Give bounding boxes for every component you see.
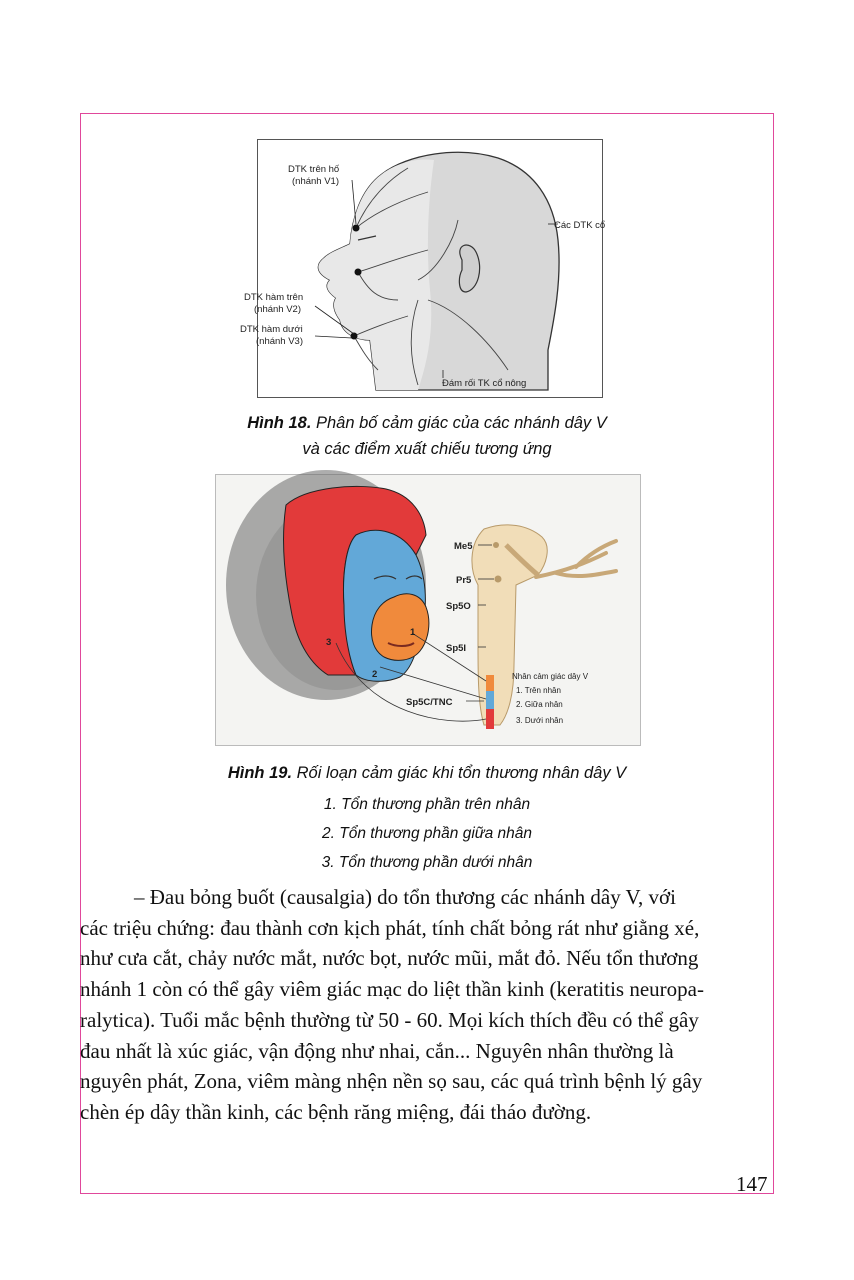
legend-title: Nhân cảm giác dây V (512, 672, 589, 681)
label-v1-line1: DTK trên hố (288, 164, 340, 175)
nucleus-upper (486, 675, 494, 691)
label-v3-line2: (nhánh V3) (256, 336, 304, 347)
figure-19-item-2: 2. Tổn thương phần giữa nhân (322, 825, 532, 842)
figure-18-caption (80, 414, 774, 433)
figure-19-caption-text: Rối loạn cảm giác khi tổn thương nhân dây V (292, 764, 627, 782)
label-plexus: Đám rối TK cổ nông (442, 378, 527, 389)
paragraph-line: đau nhất là xúc giác, vận động như nhai, cắn... Nguyên nhân thường là (80, 1038, 674, 1063)
body-paragraph (80, 882, 774, 1128)
label-v3-line1: DTK hàm dưới (240, 324, 303, 335)
label-sp5c: Sp5C/TNC (406, 697, 453, 708)
nucleus-lower (486, 709, 494, 729)
figure-19-item-1: 1. Tổn thương phần trên nhân (323, 796, 531, 813)
figure-18-caption-number: Hình 18. (247, 414, 312, 432)
label-v1-line2: (nhánh V1) (292, 176, 340, 187)
page-number: 147 (736, 1172, 768, 1196)
figure-19-caption-number: Hình 19. (227, 764, 293, 782)
label-zone-2: 2 (372, 669, 378, 680)
legend-item-3: 3. Dưới nhân (516, 716, 564, 725)
paragraph-line: nhánh 1 còn có thể gây viêm giác mạc do liệt thần kinh (keratitis neuropa- (80, 977, 704, 1002)
figure-18-caption-text: Phân bố cảm giác của các nhánh dây V (311, 414, 607, 432)
label-v2-line1: DTK hàm trên (244, 292, 304, 303)
paragraph-line: như cưa cắt, chảy nước mắt, nước bọt, nước mũi, mắt đỏ. Nếu tổn thương (80, 946, 699, 971)
figure-18-head-diagram (240, 139, 606, 398)
legend-item-2: 2. Giữa nhân (516, 700, 563, 709)
label-zone-1: 1 (410, 627, 416, 638)
paragraph-line: chèn ép dây thần kinh, các bệnh răng miệng, đái tháo đường. (80, 1099, 592, 1124)
label-v2-line2: (nhánh V2) (254, 304, 302, 315)
paragraph-line: các triệu chứng: đau thành cơn kịch phát, tính chất bỏng rát như giằng xé, (80, 915, 700, 940)
nucleus-middle (486, 691, 494, 709)
label-sp5o: Sp5O (446, 601, 471, 612)
paragraph-line: nguyên phát, Zona, viêm màng nhện nền sọ sau, các quá trình bệnh lý gây (80, 1069, 703, 1094)
paragraph-line: ralytica). Tuổi mắc bệnh thường từ 50 - 60. Mọi kích thích đều có thể gây (80, 1007, 699, 1032)
figure-19-item-3: 3. Tổn thương phần dưới nhân (321, 854, 533, 871)
label-zone-3: 3 (326, 637, 332, 648)
label-sp5i: Sp5I (446, 643, 467, 654)
label-neck: Các DTK cổ (554, 220, 606, 231)
paragraph-line: – Đau bỏng buốt (causalgia) do tổn thương các nhánh dây V, với (134, 885, 676, 909)
legend-item-1: 1. Trên nhân (516, 686, 561, 695)
figure-18-caption-line2: và các điểm xuất chiếu tương ứng (302, 440, 552, 458)
label-pr5: Pr5 (456, 575, 472, 586)
figure-19-trigeminal-nucleus (215, 474, 641, 746)
label-me5: Me5 (454, 541, 473, 552)
figure-19-caption (80, 764, 774, 783)
